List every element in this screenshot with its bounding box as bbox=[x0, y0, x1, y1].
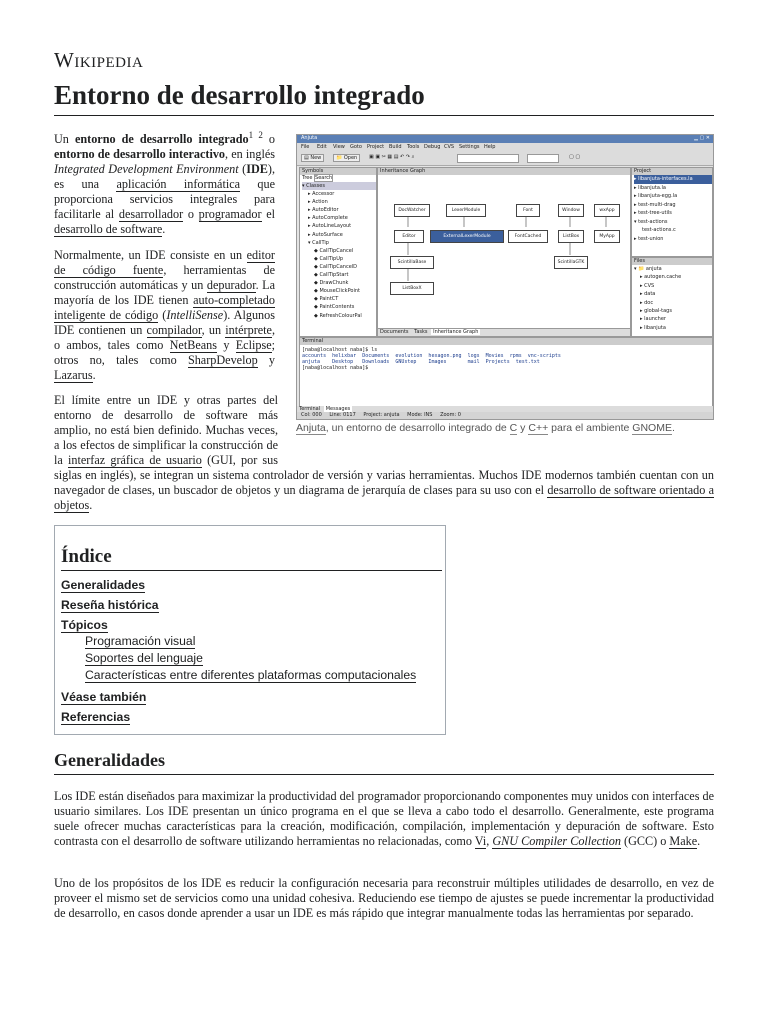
link-gnu-compiler-collection[interactable]: GNU Compiler Collection bbox=[492, 834, 621, 848]
link-eclipse[interactable]: Eclipse bbox=[235, 338, 272, 352]
graph-node[interactable]: ListBoxX bbox=[390, 282, 434, 295]
text: . bbox=[697, 834, 701, 848]
toolbar bbox=[297, 151, 713, 166]
symbols-tabs bbox=[300, 175, 376, 182]
graph-node[interactable]: Font bbox=[516, 204, 540, 217]
text: , un entorno de desarrollo integrado de bbox=[325, 422, 510, 434]
search-combo[interactable] bbox=[457, 154, 519, 163]
tab-search[interactable]: Search bbox=[315, 175, 333, 181]
menu-goto[interactable]: Goto bbox=[350, 144, 362, 150]
symbols-title: Symbols bbox=[300, 168, 376, 175]
text: ). Algunos IDE contienen un bbox=[54, 308, 275, 337]
text: , herramientas de construcción automáticas y un bbox=[54, 263, 275, 292]
window-title: Anjuta bbox=[301, 135, 318, 141]
text: para el ambiente bbox=[548, 422, 633, 434]
project-tree bbox=[632, 175, 712, 243]
tab-documents[interactable]: Documents bbox=[380, 329, 409, 335]
status-project: Project: anjuta bbox=[363, 412, 400, 418]
toc-item-resena-historica[interactable]: Reseña histórica bbox=[61, 598, 159, 612]
text: , un bbox=[201, 323, 226, 337]
reference-superscript[interactable]: 1 2 bbox=[248, 130, 263, 140]
file-item[interactable]: ▸ libanjuta bbox=[640, 324, 666, 331]
text: . bbox=[671, 422, 675, 434]
menu-help[interactable]: Help bbox=[484, 144, 496, 150]
text: . bbox=[89, 498, 93, 512]
text: y bbox=[217, 338, 236, 352]
project-item[interactable]: ▸ libanjuta-interfaces.la bbox=[634, 175, 712, 184]
tab-inheritance-graph[interactable]: Inheritance Graph bbox=[433, 329, 479, 335]
tree-item[interactable]: ◆ PaintCT bbox=[314, 296, 339, 303]
terminal-pane bbox=[299, 337, 713, 407]
term-italic: IntelliSense bbox=[166, 308, 224, 322]
text: o bbox=[268, 132, 276, 147]
tree-item[interactable]: ◆ MouseClickPoint bbox=[314, 288, 360, 295]
tab-tasks[interactable]: Tasks bbox=[414, 329, 428, 335]
toc-item-vease-tambien[interactable]: Véase también bbox=[61, 690, 147, 704]
status-mode: Mode: INS bbox=[407, 412, 433, 418]
text: (GCC) o bbox=[620, 834, 670, 848]
graph-node[interactable]: LexerModule bbox=[446, 204, 486, 217]
toc-item-generalidades[interactable]: Generalidades bbox=[61, 578, 145, 592]
menu-tools[interactable]: Tools bbox=[407, 144, 420, 150]
status-zoom: Zoom: 0 bbox=[440, 412, 461, 418]
new-button[interactable]: ▤ New bbox=[301, 154, 324, 162]
terminal-title: Terminal bbox=[300, 338, 712, 345]
link-desarrollo-orientado-objetos[interactable]: desarrollo de software orientado a objetos bbox=[54, 483, 714, 512]
graph-node[interactable]: DocWatcher bbox=[394, 204, 430, 217]
text: . bbox=[92, 368, 96, 382]
paragraph-2 bbox=[54, 248, 275, 383]
term-italic: Integrated Development Environment bbox=[54, 162, 239, 177]
symbols-tree bbox=[300, 182, 376, 320]
tree-item[interactable]: ▸ AutoComplete bbox=[308, 215, 348, 222]
text: (GUI, por sus siglas en inglés), se integran un sistema controlador de versión y varias herramientas. Muchos IDE modernos también cuentan con un navegador de clases, un buscador de objetos y un diagrama de jerarquía de clases para su uso con el bbox=[54, 453, 714, 497]
document-tabs bbox=[378, 328, 630, 336]
text: Los IDE están diseñados para maximizar la productividad del programador proporcionando componentes muy unidos con interfaces de usuario similares. Los IDE presentan un único programa en el que se lleva a cabo todo el desarrollo. Generalmente, este programa suele ofrecer muchas características para la creación, modificación, compilación, implementación y depuración de software. Esto contrasta con el desarrollo de software utilizando herramientas no relacionadas, como bbox=[54, 789, 714, 848]
term-bold: entorno de desarrollo integrado bbox=[74, 132, 249, 147]
link-vi[interactable]: Vi bbox=[474, 834, 487, 848]
tree-item[interactable]: ▾ CallTip bbox=[308, 239, 329, 246]
link-sharpdevelop[interactable]: SharpDevelop bbox=[187, 353, 258, 367]
link-interfaz-grafica[interactable]: interfaz gráfica de usuario bbox=[67, 453, 202, 467]
graph-node-selected[interactable]: ExternalLexerModule bbox=[430, 230, 504, 243]
menu-edit[interactable]: Edit bbox=[317, 144, 327, 150]
project-item[interactable]: ▸ libanjuta.la bbox=[634, 184, 666, 191]
link-c[interactable]: C bbox=[509, 422, 518, 434]
generalidades-paragraph-2: Uno de los propósitos de los IDE es reducir la configuración necesaria para reconstruir múltiples utilidades de desarrollo, en vez de proveer el mismo set de servicios como una unidad cohesiva. Reduciendo ese tiempo de ajustes se puede incrementar la productividad de desarrollo, en casos donde aprender a usar un IDE es más rápido que integrar manualmente todas las herramientas por separado. bbox=[54, 876, 714, 920]
graph-node[interactable]: ScintillaGTK bbox=[554, 256, 588, 269]
project-item[interactable]: ▸ test-union bbox=[634, 235, 664, 242]
link-interprete[interactable]: intérprete bbox=[225, 323, 272, 337]
anjuta-screenshot[interactable] bbox=[296, 134, 714, 420]
file-item[interactable]: ▸ autogen.cache bbox=[640, 274, 682, 281]
graph-node[interactable]: Window bbox=[558, 204, 584, 217]
open-label: Open bbox=[343, 155, 358, 161]
link-cpp[interactable]: C++ bbox=[528, 422, 549, 434]
tab-terminal[interactable]: Terminal bbox=[299, 406, 321, 412]
term-bold: entorno de desarrollo interactivo bbox=[54, 147, 226, 162]
generalidades-paragraph-1 bbox=[54, 789, 714, 849]
terminal-line: accounts helixbar Documents evolution hexagon.png logs Movies rpms vnc-scripts bbox=[302, 353, 561, 359]
files-tree bbox=[632, 265, 712, 332]
toc-heading: Índice bbox=[61, 546, 442, 571]
text: , o ambos, tales como bbox=[54, 323, 276, 352]
link-desarrollador[interactable]: desarrollador bbox=[118, 207, 184, 222]
tree-item[interactable]: ▸ AutoLineLayout bbox=[308, 223, 352, 230]
open-button[interactable]: 📁 Open bbox=[333, 154, 360, 162]
anjuta-figure bbox=[296, 134, 714, 439]
term-bold: IDE bbox=[246, 162, 268, 177]
statusbar bbox=[297, 412, 713, 419]
text: o bbox=[183, 207, 199, 222]
tree-item[interactable]: ◆ PaintContents bbox=[314, 304, 355, 311]
toc-item-caracteristicas[interactable]: Características entre diferentes plataformas computacionales bbox=[85, 668, 417, 682]
file-item[interactable]: ▸ CVS bbox=[640, 282, 655, 289]
graph-title: Inheritance Graph bbox=[378, 168, 630, 175]
menu-settings[interactable]: Settings bbox=[459, 144, 480, 150]
project-item[interactable]: ▾ test-actions bbox=[634, 218, 668, 225]
text: El límite entre un IDE y otras partes del entorno de desarrollo de software más amplio, no está bien definido. Muchas veces, a los efectos de simplificar la construcción de la bbox=[54, 393, 278, 467]
figure-caption bbox=[296, 422, 716, 435]
link-compilador[interactable]: compilador bbox=[146, 323, 202, 337]
terminal-line: anjuta Desktop Downloads GNUstep Images mail Projects test.txt bbox=[302, 359, 540, 365]
text: el bbox=[261, 207, 276, 222]
link-anjuta[interactable]: Anjuta bbox=[296, 422, 326, 434]
tree-item[interactable]: ▸ Action bbox=[308, 199, 328, 206]
toolbar-extra-icons[interactable]: ▢ ▢ bbox=[569, 154, 581, 160]
text: Normalmente, un IDE consiste en un bbox=[54, 248, 247, 262]
menu-build[interactable]: Build bbox=[389, 144, 402, 150]
tree-item[interactable]: ▾ Classes bbox=[302, 182, 376, 190]
files-title: Files bbox=[632, 258, 712, 265]
project-item[interactable]: ▸ test-tree-utils bbox=[634, 210, 672, 216]
toc-item-soportes-lenguaje[interactable]: Soportes del lenguaje bbox=[85, 651, 203, 665]
link-desarrollo-de-software[interactable]: desarrollo de software bbox=[54, 222, 163, 237]
tab-messages[interactable]: Messages bbox=[325, 406, 351, 412]
files-pane bbox=[631, 257, 713, 337]
project-title: Project bbox=[632, 168, 712, 175]
tree-item[interactable]: ◆ CallTipStart bbox=[314, 272, 349, 279]
menu-debug[interactable]: Debug bbox=[424, 144, 441, 150]
graph-node[interactable]: wxApp bbox=[594, 204, 620, 217]
project-item[interactable]: ▸ test-multi-drag bbox=[634, 201, 676, 208]
toc-item-programacion-visual[interactable]: Programación visual bbox=[85, 634, 196, 648]
tab-tree[interactable]: Tree bbox=[302, 175, 313, 181]
titlebar bbox=[297, 135, 713, 143]
page-title: Entorno de desarrollo integrado bbox=[54, 80, 714, 116]
project-item[interactable]: test-actions.c bbox=[642, 227, 676, 233]
tree-item[interactable]: ◆ CallTipCancel bbox=[314, 247, 354, 254]
menu-file[interactable]: File bbox=[301, 144, 310, 150]
text: , bbox=[486, 834, 493, 848]
toc-item-referencias[interactable]: Referencias bbox=[61, 710, 131, 724]
toolbar-icons[interactable]: ▣ ▣ ✂ ▦ ▤ ↶ ↷ ⌕ bbox=[369, 154, 415, 160]
text: y bbox=[257, 353, 275, 367]
file-item[interactable]: ▸ launcher bbox=[640, 316, 666, 323]
intro-paragraph bbox=[54, 128, 275, 237]
text: ), es una bbox=[54, 162, 275, 192]
file-item[interactable]: ▸ doc bbox=[640, 299, 654, 306]
status-line: Line: 0117 bbox=[329, 412, 356, 418]
graph-node[interactable]: MyApp bbox=[594, 230, 620, 243]
table-of-contents bbox=[54, 525, 446, 735]
link-make[interactable]: Make bbox=[669, 834, 698, 848]
menu-project[interactable]: Project bbox=[367, 144, 385, 150]
text: que proporciona servicios integrales para facilitarle al bbox=[54, 177, 276, 222]
text: ( bbox=[158, 308, 167, 322]
project-item[interactable]: ▸ libanjuta-egg.la bbox=[634, 193, 678, 199]
text: y bbox=[517, 422, 529, 434]
graph-edges bbox=[378, 175, 630, 325]
text: ; otros no, tales como bbox=[54, 338, 275, 367]
text: , en inglés bbox=[225, 147, 275, 162]
text: Un bbox=[54, 132, 75, 147]
text: ( bbox=[238, 162, 247, 177]
graph-node[interactable]: Editor bbox=[394, 230, 424, 243]
link-lazarus[interactable]: Lazarus bbox=[54, 368, 93, 382]
tree-item[interactable]: ▸ AutoSurface bbox=[308, 231, 343, 238]
new-label: New bbox=[310, 155, 322, 161]
tree-item[interactable]: ◆ CallTipUp bbox=[314, 255, 344, 262]
tree-item[interactable]: ▸ AutoEditor bbox=[308, 207, 339, 214]
toc-item-topicos[interactable]: Tópicos bbox=[61, 618, 108, 632]
terminal-line: [naba@localhost naba]$ bbox=[302, 365, 369, 371]
link-editor-codigo-fuente[interactable]: editor de código fuente bbox=[54, 248, 275, 277]
graph-node[interactable]: ScintillaBase bbox=[390, 256, 434, 269]
graph-node[interactable]: FontCached bbox=[508, 230, 548, 243]
tree-item[interactable]: ▸ Accessor bbox=[308, 191, 335, 198]
file-item[interactable]: ▸ data bbox=[640, 291, 656, 298]
tree-item[interactable]: ◆ RefreshColourPal bbox=[314, 312, 362, 319]
link-programador[interactable]: programador bbox=[198, 207, 262, 222]
inheritance-graph-pane bbox=[377, 167, 631, 337]
text: . La mayoría de los IDE tienen bbox=[54, 278, 275, 307]
link-depurador[interactable]: depurador bbox=[206, 278, 256, 292]
link-gnome[interactable]: GNOME bbox=[632, 422, 672, 434]
project-pane bbox=[631, 167, 713, 257]
terminal-line: [naba@localhost naba]$ ls bbox=[302, 347, 378, 353]
link-netbeans[interactable]: NetBeans bbox=[169, 338, 218, 352]
link-aplicacion-informatica[interactable]: aplicación informática bbox=[116, 177, 241, 192]
tree-item[interactable]: ◆ DrawChunk bbox=[314, 280, 349, 287]
status-col: Col: 000 bbox=[301, 412, 322, 418]
link-autocompletado[interactable]: auto-completado inteligente de código bbox=[54, 293, 275, 322]
text: . bbox=[162, 222, 166, 237]
goto-line-input[interactable] bbox=[527, 154, 559, 163]
menu-cvs[interactable]: CVS bbox=[444, 144, 455, 150]
symbols-pane bbox=[299, 167, 377, 337]
window-controls-icon: ▁ ▢ ✕ bbox=[694, 135, 710, 141]
section-heading-generalidades: Generalidades bbox=[54, 750, 714, 775]
file-item[interactable]: ▾ 📁 anjuta bbox=[634, 266, 662, 272]
wikipedia-wordmark[interactable]: Wikipedia bbox=[54, 48, 144, 72]
file-item[interactable]: ▸ global-tags bbox=[640, 308, 672, 315]
tree-item[interactable]: ◆ CallTipCancelD bbox=[314, 263, 358, 270]
graph-node[interactable]: ListBox bbox=[558, 230, 584, 243]
menu-view[interactable]: View bbox=[333, 144, 345, 150]
